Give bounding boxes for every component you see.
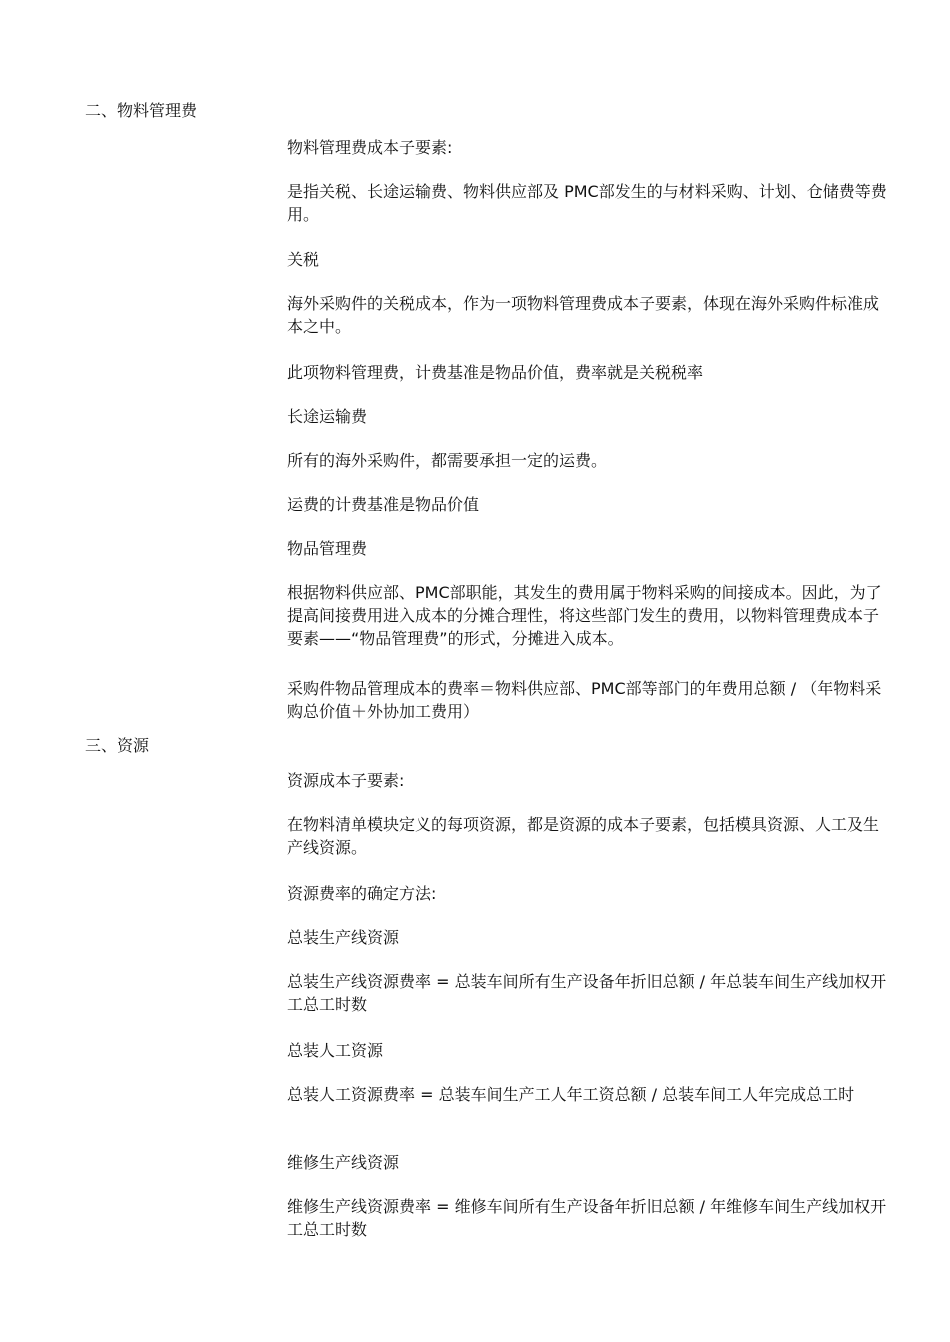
paragraph: 总装人工资源	[287, 1041, 384, 1060]
paragraph: 物料管理费成本子要素:	[287, 138, 453, 157]
paragraph: 资源费率的确定方法:	[287, 884, 437, 903]
paragraph: 是指关税、长途运输费、物料供应部及 PMC部发生的与材料采购、计划、仓储费等费用。	[287, 182, 887, 224]
paragraph: 根据物料供应部、PMC部职能，其发生的费用属于物料采购的间接成本。因此，为了提高间接费用进入成本的分摊合理性，将这些部门发生的费用，以物料管理费成本子要素——“物品管理费”的形式，分摊进入成本。	[287, 583, 882, 648]
paragraph: 总装生产线资源费率 = 总装车间所有生产设备年折旧总额 / 年总装车间生产线加权开工总工时数	[287, 972, 887, 1014]
section-heading-resources: 三、资源	[85, 736, 150, 755]
paragraph: 总装人工资源费率 = 总装车间生产工人年工资总额 / 总装车间工人年完成总工时	[287, 1085, 855, 1104]
paragraph: 物品管理费	[287, 539, 368, 558]
paragraph: 此项物料管理费，计费基准是物品价值，费率就是关税税率	[287, 363, 704, 382]
paragraph: 所有的海外采购件，都需要承担一定的运费。	[287, 451, 608, 470]
paragraph: 关税	[287, 250, 320, 269]
paragraph: 在物料清单模块定义的每项资源，都是资源的成本子要素，包括模具资源、人工及生产线资源。	[287, 815, 880, 857]
paragraph: 长途运输费	[287, 407, 368, 426]
paragraph: 总装生产线资源	[287, 928, 400, 947]
section-heading-material-fee: 二、物料管理费	[85, 101, 198, 120]
paragraph: 运费的计费基准是物品价值	[287, 495, 480, 514]
paragraph: 资源成本子要素:	[287, 771, 405, 790]
paragraph: 海外采购件的关税成本，作为一项物料管理费成本子要素，体现在海外采购件标准成本之中。	[287, 294, 880, 336]
paragraph: 维修生产线资源	[287, 1153, 400, 1172]
paragraph: 维修生产线资源费率 = 维修车间所有生产设备年折旧总额 / 年维修车间生产线加权开工总工时数	[287, 1197, 887, 1239]
paragraph: 采购件物品管理成本的费率＝物料供应部、PMC部等部门的年费用总额 / （年物料采购总价值＋外协加工费用）	[287, 679, 882, 721]
